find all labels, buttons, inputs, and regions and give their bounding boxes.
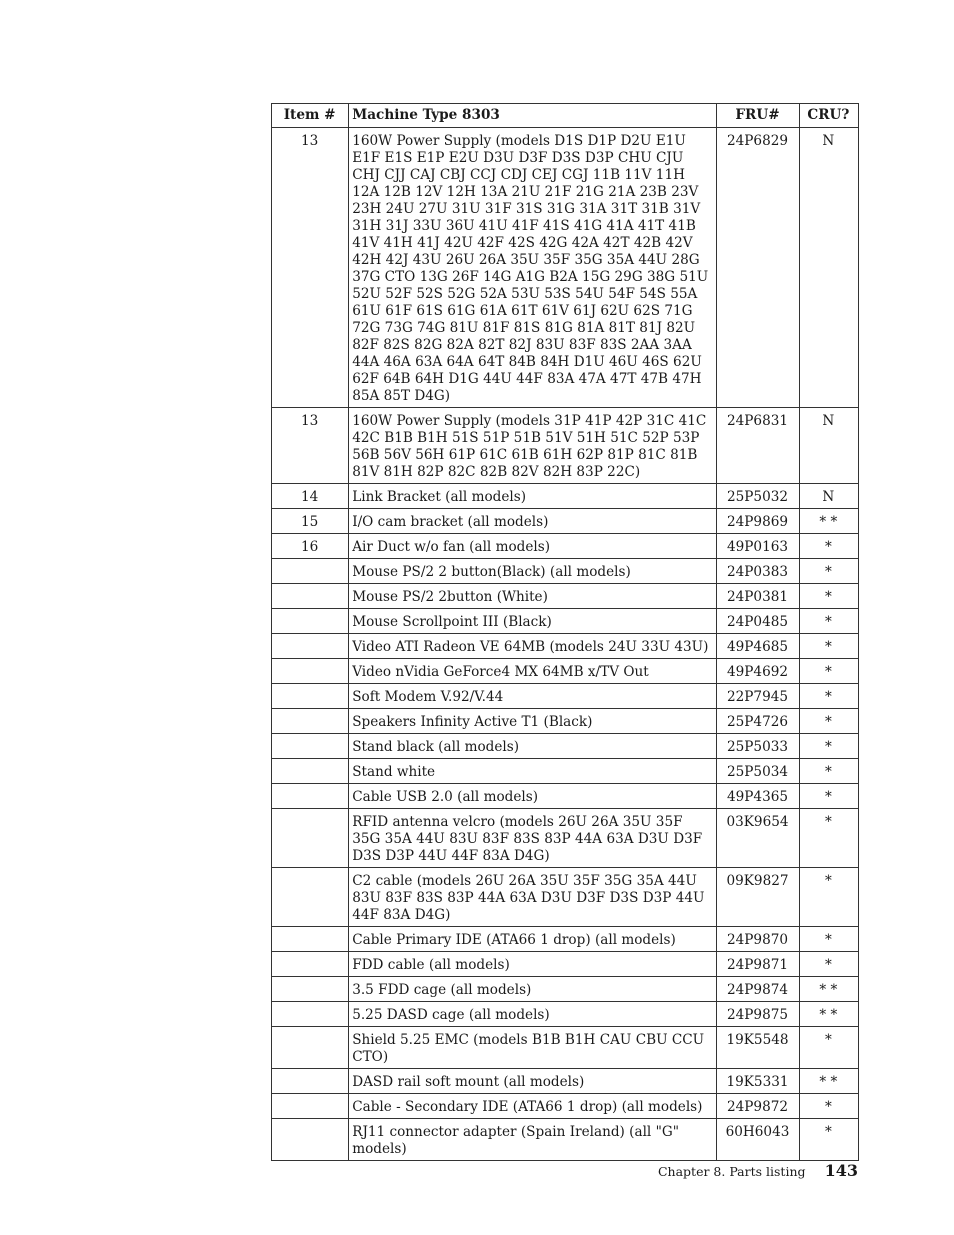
cell-description: Mouse PS/2 2button (White) [349, 584, 717, 609]
header-machine-type: Machine Type 8303 [349, 104, 717, 128]
cell-cru: * * [799, 1002, 858, 1027]
cell-description: Shield 5.25 EMC (models B1B B1H CAU CBU CCU CTO) [349, 1027, 717, 1069]
cell-cru: * [799, 559, 858, 584]
cell-item [272, 1002, 349, 1027]
table-row [272, 659, 859, 684]
cell-description: RFID antenna velcro (models 26U 26A 35U 35F 35G 35A 44U 83U 83F 83S 83P 44A 63A D3U D3F D3S D3P 44U 44F 83A D4G) [349, 809, 717, 868]
cell-item: 16 [272, 534, 349, 559]
cell-fru: 24P9869 [717, 509, 799, 534]
cell-cru: * [799, 659, 858, 684]
cell-description: DASD rail soft mount (all models) [349, 1069, 717, 1094]
cell-cru: * [799, 584, 858, 609]
header-item-number: Item # [272, 104, 349, 128]
cell-cru: * * [799, 1069, 858, 1094]
cell-item [272, 977, 349, 1002]
cell-fru: 24P0485 [717, 609, 799, 634]
cell-item: 13 [272, 128, 349, 408]
cell-item [272, 734, 349, 759]
cell-description: Stand white [349, 759, 717, 784]
parts-table [271, 103, 859, 1161]
cell-description: 3.5 FDD cage (all models) [349, 977, 717, 1002]
cell-cru: * [799, 684, 858, 709]
cell-description: C2 cable (models 26U 26A 35U 35F 35G 35A 44U 83U 83F 83S 83P 44A 63A D3U D3F D3S D3P 44U 44F 83A D4G) [349, 868, 717, 927]
cell-item [272, 584, 349, 609]
table-row [272, 709, 859, 734]
cell-fru: 24P0383 [717, 559, 799, 584]
cell-description: 160W Power Supply (models 31P 41P 42P 31C 41C 42C B1B B1H 51S 51P 51B 51V 51H 51C 52P 53P 56B 56V 56H 61P 61C 61B 61H 62P 81P 81C 81B 81V 81H 82P 82C 82B 82V 82H 83P 22C) [349, 408, 717, 484]
cell-item [272, 559, 349, 584]
page-number: 143 [824, 1161, 858, 1180]
cell-description: RJ11 connector adapter (Spain Ireland) (all "G" models) [349, 1119, 717, 1161]
cell-description: Soft Modem V.92/V.44 [349, 684, 717, 709]
cell-description: Mouse Scrollpoint III (Black) [349, 609, 717, 634]
cell-cru: * * [799, 509, 858, 534]
cell-item [272, 1094, 349, 1119]
cell-item [272, 952, 349, 977]
cell-fru: 19K5548 [717, 1027, 799, 1069]
cell-fru: 60H6043 [717, 1119, 799, 1161]
cell-fru: 24P9871 [717, 952, 799, 977]
cell-item [272, 784, 349, 809]
table-row [272, 1027, 859, 1069]
cell-fru: 03K9654 [717, 809, 799, 868]
cell-cru: * [799, 709, 858, 734]
cell-fru: 24P9870 [717, 927, 799, 952]
cell-cru: N [799, 484, 858, 509]
cell-cru: * [799, 534, 858, 559]
cell-fru: 25P5032 [717, 484, 799, 509]
cell-description: Air Duct w/o fan (all models) [349, 534, 717, 559]
cell-item [272, 634, 349, 659]
cell-description: Cable - Secondary IDE (ATA66 1 drop) (all models) [349, 1094, 717, 1119]
cell-item [272, 1119, 349, 1161]
table-row [272, 784, 859, 809]
table-row [272, 809, 859, 868]
cell-cru: * [799, 609, 858, 634]
table-row [272, 1002, 859, 1027]
cell-description: I/O cam bracket (all models) [349, 509, 717, 534]
header-fru: FRU# [717, 104, 799, 128]
table-row [272, 128, 859, 408]
cell-description: Link Bracket (all models) [349, 484, 717, 509]
cell-fru: 49P4365 [717, 784, 799, 809]
cell-item [272, 1027, 349, 1069]
cell-fru: 24P6831 [717, 408, 799, 484]
table-row [272, 559, 859, 584]
cell-item [272, 659, 349, 684]
cell-description: 5.25 DASD cage (all models) [349, 1002, 717, 1027]
table-row [272, 1069, 859, 1094]
cell-item [272, 868, 349, 927]
cell-item [272, 809, 349, 868]
table-row [272, 534, 859, 559]
cell-fru: 19K5331 [717, 1069, 799, 1094]
table-row [272, 584, 859, 609]
cell-description: Cable Primary IDE (ATA66 1 drop) (all models) [349, 927, 717, 952]
cell-fru: 22P7945 [717, 684, 799, 709]
table-header-row [272, 104, 859, 128]
table-row [272, 759, 859, 784]
cell-item: 14 [272, 484, 349, 509]
cell-fru: 49P4692 [717, 659, 799, 684]
cell-description: 160W Power Supply (models D1S D1P D2U E1U E1F E1S E1P E2U D3U D3F D3S D3P CHU CJU CHJ CJJ CAJ CBJ CCJ CDJ CEJ CGJ 11B 11V 11H 12A 12B 12V 12H 13A 21U 21F 21G 21A 23B 23V 23H 24U 27U 31U 31F 31S 31G 31A 31T 31B 31V 31H 31J 33U 36U 41U 41F 41S 41G 41A 41T 41B 41V 41H 41J 42U 42F 42S 42G 42A 42T 42B 42V 42H 42J 43U 26U 26A 35U 35F 35G 35A 44U 28G 37G CTO 13G 26F 14G A1G B2A 15G 29G 38G 51U 52U 52F 52S 52G 52A 53U 53S 54U 54F 54S 55A 61U 61F 61S 61G 61A 61T 61V 61J 62U 62S 71G 72G 73G 74G 81U 81F 81S 81G 81A 81T 81J 82U 82F 82S 82G 82A 82T 82J 83U 83F 83S 2AA 3AA 44A 46A 63A 64A 64T 84B 84H D1U 46U 46S 62U 62F 64B 64H D1G 44U 44F 83A 47A 47T 47B 47H 85A 85T D4G) [349, 128, 717, 408]
cell-description: Video ATI Radeon VE 64MB (models 24U 33U 43U) [349, 634, 717, 659]
table-row [272, 952, 859, 977]
cell-cru: * [799, 1119, 858, 1161]
cell-fru: 24P6829 [717, 128, 799, 408]
cell-item [272, 759, 349, 784]
cell-fru: 24P9874 [717, 977, 799, 1002]
table-row [272, 734, 859, 759]
table-row [272, 634, 859, 659]
cell-fru: 24P0381 [717, 584, 799, 609]
table-row [272, 1119, 859, 1161]
cell-description: Mouse PS/2 2 button(Black) (all models) [349, 559, 717, 584]
cell-fru: 25P5033 [717, 734, 799, 759]
cell-item: 15 [272, 509, 349, 534]
cell-cru: * [799, 784, 858, 809]
cell-description: Stand black (all models) [349, 734, 717, 759]
cell-item [272, 609, 349, 634]
table-row [272, 509, 859, 534]
cell-fru: 25P4726 [717, 709, 799, 734]
cell-cru: N [799, 408, 858, 484]
table-row [272, 868, 859, 927]
cell-cru: * [799, 1027, 858, 1069]
cell-item [272, 927, 349, 952]
cell-description: Video nVidia GeForce4 MX 64MB x/TV Out [349, 659, 717, 684]
table-row [272, 977, 859, 1002]
cell-cru: * [799, 759, 858, 784]
cell-fru: 25P5034 [717, 759, 799, 784]
header-cru: CRU? [799, 104, 858, 128]
cell-description: Speakers Infinity Active T1 (Black) [349, 709, 717, 734]
cell-fru: 09K9827 [717, 868, 799, 927]
cell-cru: * [799, 634, 858, 659]
cell-cru: * [799, 868, 858, 927]
cell-cru: * [799, 1094, 858, 1119]
table-row [272, 684, 859, 709]
cell-item: 13 [272, 408, 349, 484]
cell-fru: 24P9875 [717, 1002, 799, 1027]
cell-item [272, 1069, 349, 1094]
cell-item [272, 684, 349, 709]
cell-item [272, 709, 349, 734]
table-row [272, 609, 859, 634]
table-row [272, 484, 859, 509]
cell-cru: * [799, 952, 858, 977]
cell-fru: 24P9872 [717, 1094, 799, 1119]
cell-cru: * [799, 927, 858, 952]
cell-cru: * * [799, 977, 858, 1002]
cell-cru: * [799, 734, 858, 759]
cell-cru: * [799, 809, 858, 868]
cell-cru: N [799, 128, 858, 408]
cell-fru: 49P4685 [717, 634, 799, 659]
table-body [272, 128, 859, 1161]
table-row [272, 1094, 859, 1119]
cell-description: Cable USB 2.0 (all models) [349, 784, 717, 809]
table-row [272, 927, 859, 952]
chapter-title: Chapter 8. Parts listing [657, 1164, 806, 1179]
table-row [272, 408, 859, 484]
page-footer [658, 1161, 858, 1180]
cell-description: FDD cable (all models) [349, 952, 717, 977]
cell-fru: 49P0163 [717, 534, 799, 559]
